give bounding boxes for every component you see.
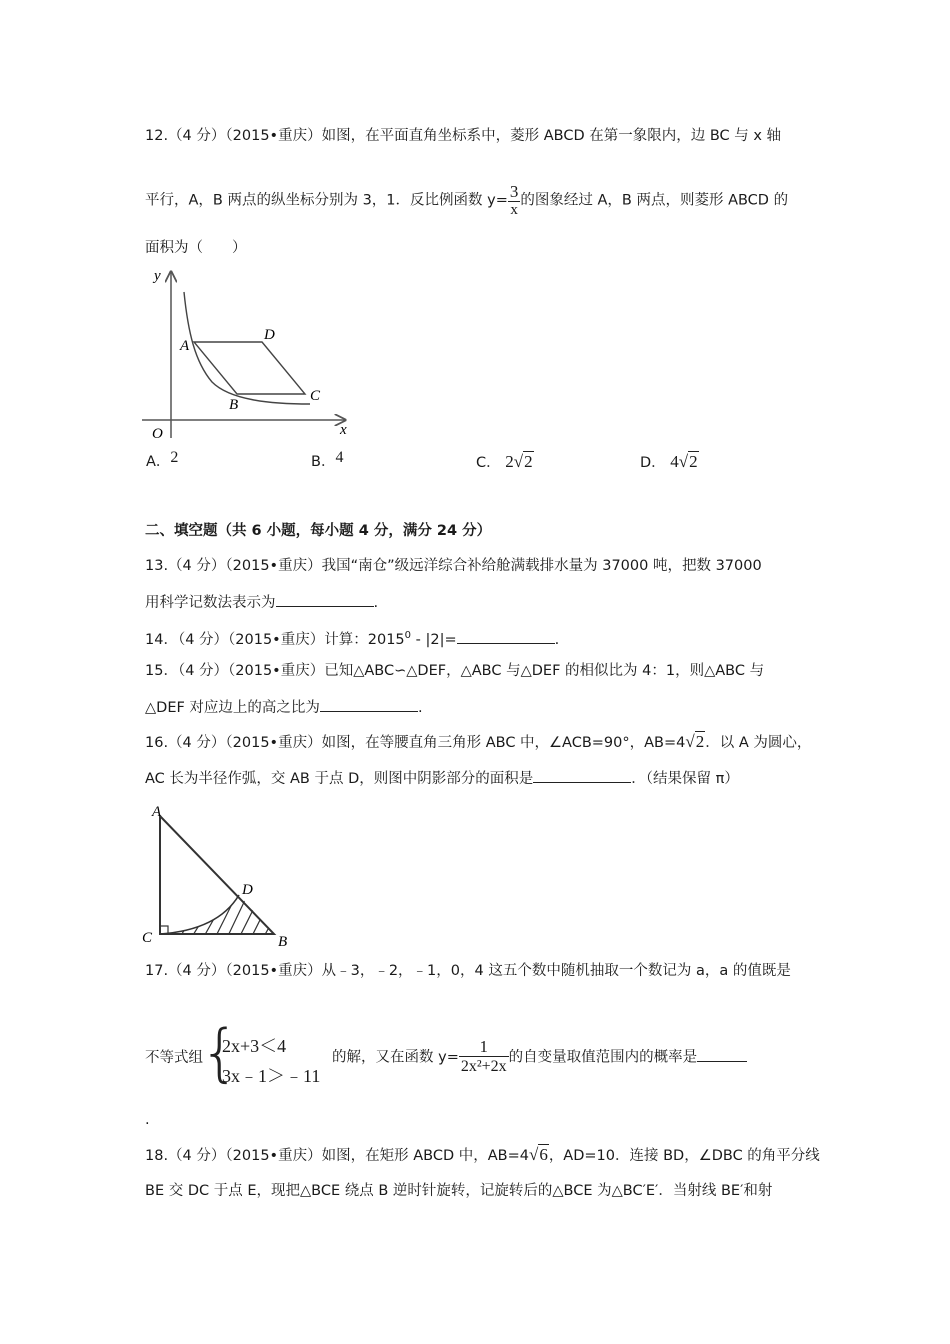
q18-line-2: BE 交 DC 于点 E，现把△BCE 绕点 B 逆时针旋转，记旋转后的△BCE 为△BC′E′．当射线 BE′和射: [145, 1183, 773, 1199]
q15-end: .: [417, 700, 423, 716]
q17-end: .: [145, 1112, 150, 1128]
q12-fraction: [508, 183, 521, 218]
q12-option-b: [311, 449, 344, 472]
point-d-label: D: [264, 327, 275, 343]
q17-line-2-start: 不等式组: [145, 1050, 203, 1066]
q14-end: .: [554, 631, 560, 648]
origin-label: O: [152, 426, 163, 442]
inequality-system: [200, 1016, 340, 1090]
option-d-letter: D．: [640, 455, 666, 471]
q13-answer-blank: [276, 592, 374, 607]
q14-text-end: - |2|=: [411, 631, 457, 648]
q16-radical: √2: [685, 732, 705, 751]
q13-line-2: [145, 592, 378, 613]
triangle-abc: [160, 816, 274, 934]
q16-answer-blank: [533, 768, 631, 783]
q18-line-1-start: 18.（4 分）（2015•重庆）如图，在矩形 ABCD 中，AB=4: [145, 1148, 529, 1164]
q17-answer-blank: [697, 1047, 747, 1062]
q12-option-d: [640, 452, 699, 473]
system-brace: {: [200, 1016, 240, 1089]
q12-fraction-numerator: 3: [509, 182, 519, 201]
q12-line-2: [145, 183, 788, 218]
q12-fraction-denominator: x: [510, 202, 518, 218]
option-a-value: 2: [170, 449, 179, 466]
q15-answer-blank: [320, 697, 418, 712]
point-a-label: A: [180, 338, 190, 354]
q17-line-2-end: 的自变量取值范围内的概率是: [508, 1049, 698, 1066]
section-2-heading: 二、填空题（共 6 小题，每小题 4 分，满分 24 分）: [145, 523, 492, 539]
hyperbola-curve: [184, 292, 310, 404]
q12-line-3: 面积为（ ）: [145, 240, 247, 256]
option-c-value: 2√2: [505, 452, 533, 471]
q14-exponent: 0: [404, 630, 412, 641]
q16-point-b-label: B: [278, 934, 288, 950]
q18-line-1-end: ，AD=10．连接 BD，∠DBC 的角平分线: [548, 1148, 820, 1164]
option-b-letter: B．: [311, 454, 336, 470]
q18-radical: √6: [528, 1145, 548, 1164]
q13-end: .: [373, 595, 379, 611]
q12-rhombus-figure: [140, 262, 360, 444]
q17-line-2-middle: 的解，又在函数 y=: [332, 1049, 459, 1066]
q16-point-d-label: D: [242, 882, 253, 898]
rhombus-abcd: [194, 342, 305, 394]
q17-fraction-denominator: 2x²+2x: [460, 1058, 507, 1075]
q16-triangle-figure: [138, 800, 298, 952]
point-b-label: B: [229, 397, 239, 413]
inequality-2: 3x﹣1＞﹣11: [222, 1066, 321, 1086]
option-d-radicand: 2: [689, 452, 698, 471]
q17-line-2-rest: [332, 1038, 747, 1077]
q16-line-1: [145, 732, 811, 753]
option-c-coefficient: 2: [505, 452, 514, 471]
q12-line-1: 12.（4 分）（2015•重庆）如图，在平面直角坐标系中，菱形 ABCD 在第一象限内，边 BC 与 x 轴: [145, 128, 782, 144]
q15-line-2: [145, 697, 423, 718]
option-d-value: 4√2: [670, 452, 698, 471]
q12-option-c: [476, 452, 534, 473]
q17-fraction-numerator: 1: [459, 1038, 509, 1057]
q16-line-1-start: 16.（4 分）（2015•重庆）如图，在等腰直角三角形 ABC 中，∠ACB=90°，AB=4: [145, 735, 686, 751]
q15-line-1: 15．（4 分）（2015•重庆）已知△ABC∽△DEF，△ABC 与△DEF 的相似比为 4：1，则△ABC 与: [145, 663, 765, 679]
y-axis-label: y: [154, 268, 161, 284]
q16-point-c-label: C: [142, 930, 153, 946]
q12-line-2-start: 平行，A，B 两点的纵坐标分别为 3，1．反比例函数 y=: [145, 192, 508, 209]
q16-line-2-end: ．（结果保留 π）: [631, 771, 739, 787]
q15-line-2-text: △DEF 对应边上的高之比为: [145, 700, 320, 716]
option-b-value: 4: [335, 449, 344, 466]
q17-fraction: [459, 1038, 509, 1077]
q14-text-start: 14．（4 分）（2015•重庆）计算：2015: [145, 631, 405, 648]
q14-answer-blank: [457, 629, 555, 644]
point-c-label: C: [310, 388, 321, 404]
q12-line-2-end: 的图象经过 A，B 两点，则菱形 ABCD 的: [520, 192, 789, 209]
option-d-coefficient: 4: [670, 452, 679, 471]
q18-radicand: 6: [539, 1145, 548, 1164]
q16-point-a-label: A: [152, 804, 162, 820]
q16-line-2: [145, 768, 739, 789]
q13-line-2-text: 用科学记数法表示为: [145, 595, 276, 611]
x-axis-label: x: [340, 422, 347, 438]
q16-line-2-start: AC 长为半径作弧，交 AB 于点 D，则图中阴影部分的面积是: [145, 771, 534, 787]
q13-line-1: 13.（4 分）（2015•重庆）我国“南仓”级远洋综合补给舱满载排水量为 37000 吨，把数 37000: [145, 558, 762, 574]
option-a-letter: A．: [146, 454, 171, 470]
option-c-letter: C．: [476, 455, 501, 471]
inequality-1: 2x+3＜4: [222, 1036, 287, 1056]
q17-line-1: 17.（4 分）（2015•重庆）从﹣3，﹣2，﹣1，0，4 这五个数中随机抽取一个数记为 a，a 的值既是: [145, 963, 791, 979]
q16-radicand: 2: [695, 732, 705, 751]
q12-option-a: [146, 449, 179, 472]
q16-line-1-end: ．以 A 为圆心，: [705, 735, 812, 751]
option-c-radicand: 2: [524, 452, 533, 471]
q14-line: [145, 626, 559, 650]
q18-line-1: [145, 1145, 820, 1166]
